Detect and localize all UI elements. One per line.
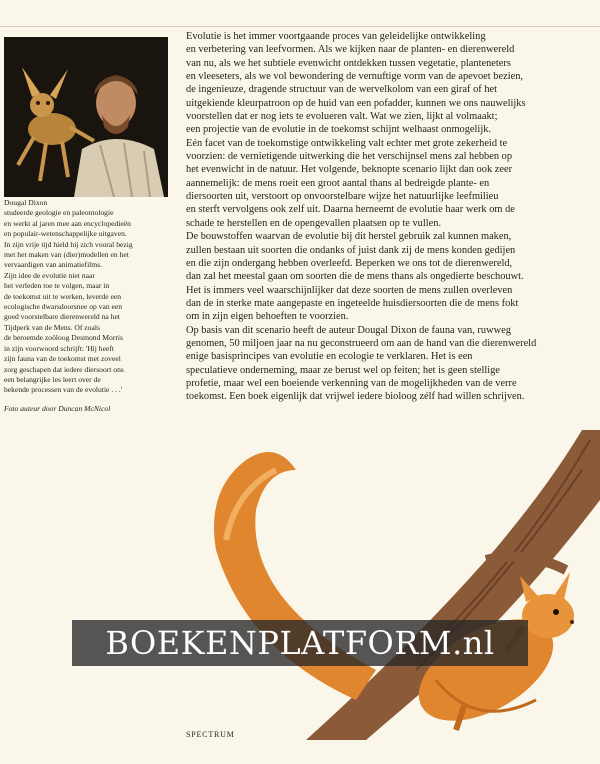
bio-line: in zijn voorwoord schrijft: 'Hij heeft [4, 343, 114, 353]
text-line: dan zal het meestal gaan om soorten die de mens thans als ongedierte beschouwt. [186, 271, 524, 283]
text-line: en verbetering van leefvormen. Als we kijken naar de planten- en dierenwereld [186, 44, 515, 56]
bio-line: met het maken van (dier)modellen en het [4, 250, 129, 260]
text-line: een projectie van de evolutie in de toekomst schijnt welhaast onmogelijk. [186, 124, 491, 136]
text-line: om in zijn eigen behoeften te voorzien. [186, 311, 349, 323]
bio-line: bekende processen van de evolutie . . .' [4, 385, 123, 395]
bio-line: Zijn idee de evolutie niet naar [4, 270, 95, 280]
text-line: speculatieve onderneming, maar ze berust wel op feiten; het is geen stellige [186, 364, 500, 376]
text-line: de ingenieuze, dragende structuur van de wervelkolom van een giraf of het [186, 84, 498, 96]
text-line: en die zijn ondergang hebben overleefd. Beperken we ons tot de dierenwereld, [186, 257, 513, 269]
bio-line: In zijn vrije tijd hield hij zich vooral bezig [4, 239, 133, 249]
bio-line: en werkt al jaren mee aan encyclopedieën [4, 218, 131, 228]
squirrel-on-branch-drawing [186, 430, 600, 740]
bio-line: de toekomst uit te werken, leverde een [4, 291, 122, 301]
text-line: voorzien: de vernietigende uitwerking die het verschijnsel mens zal hebben op [186, 151, 513, 163]
text-line: Evolutie is het immer voortgaande proces van geleidelijke ontwikkeling [186, 31, 486, 42]
author-caption [4, 198, 176, 414]
bio-line: ecologische dwarsdoorsnee op van een [4, 302, 123, 312]
photo-credit: Foto auteur door Duncan McNicol [4, 403, 111, 413]
author-photo-image [4, 37, 168, 197]
text-line: schade te herstellen en de opengevallen plaatsen op te vullen. [186, 217, 442, 229]
text-line: het evenwicht in de natuur. Het volgende, beknopte scenario lijkt dan ook zeer [186, 164, 513, 176]
bio-line: vervaardigen van animatiefilms. [4, 260, 103, 270]
text-line: en sterft vervolgens ook zelf uit. Daarna herneemt de evolutie haar werk om de [186, 204, 515, 216]
text-line: profetie, maar wel een boeiende verkenning van de mogelijkheden van de verre [186, 377, 517, 389]
bio-line: het verleden toe te volgen, maar in [4, 281, 110, 291]
bio-line: een belangrijke les leert over de [4, 374, 101, 384]
text-line: Op basis van dit scenario heeft de auteur Dougal Dixon de fauna van, ruwweg [186, 324, 511, 336]
text-line: toekomst. Een boek eigenlijk dat vrijwel iedere bioloog zélf had willen schrijven. [186, 391, 525, 403]
bio-line: zorg geschapen dat iedere diersoort ons [4, 364, 124, 374]
text-line: genomen, 50 miljoen jaar na nu geconstrueerd om aan de hand van die dierenwereld [186, 337, 537, 349]
text-line: Het is immers veel waarschijnlijker dat deze soorten de mens zullen overleven [186, 284, 513, 296]
bio-line: de beroemde zoöloog Desmond Morris [4, 333, 123, 343]
main-text [186, 30, 598, 404]
author-name: Dougal Dixon [4, 198, 48, 207]
bio-line: studeerde geologie en paleontologie [4, 208, 114, 218]
bio-line: zijn fauna van de toekomst met zoveel [4, 354, 121, 364]
bio-line: en populair-wetenschappelijke uitgaven. [4, 229, 127, 239]
animal-illustration [186, 430, 600, 740]
text-line: uitgekiende kleurpatroon op de huid van een pofadder, kunnen we ons nauwelijks [186, 97, 526, 109]
author-photo [4, 37, 168, 197]
text-line: van nu, als we het subtiele evenwicht ontdekken tussen vegetatie, planteneters [186, 57, 511, 69]
bio-line: goed voorstelbare dierenwereld na het [4, 312, 120, 322]
text-line: en vleeseters, als we vol bewondering de vernuftige vorm van de apevoet bezien, [186, 71, 523, 83]
text-line: zullen bestaan uit soorten die ondanks of juist dank zij de mens konden gedijen [186, 244, 516, 256]
watermark-banner: BOEKENPLATFORM.nl [72, 620, 528, 666]
bio-line: Tijdperk van de Mens. Of zoals [4, 322, 100, 332]
text-line: Eén facet van de toekomstige ontwikkeling valt echter met grote zekerheid te [186, 137, 508, 149]
publisher-imprint: SPECTRUM [186, 730, 235, 739]
text-line: enige basisprincipes van evolutie en ecologie te verklaren. Het is een [186, 351, 473, 363]
text-line: aannemelijk: de mens roeit een groot aantal thans al bedreigde plante- en [186, 177, 490, 189]
text-line: De bouwstoffen waarvan de evolutie bij dit herstel gebruik zal kunnen maken, [186, 231, 512, 243]
text-line: dan de in sterke mate aangepaste en ingeteelde huisdiersoorten die de mens fokt [186, 297, 519, 309]
text-line: diersoorten uit, verstoort op onvoorstelbare wijze het natuurlijke leefmilieu [186, 191, 499, 203]
top-rule [0, 26, 600, 27]
text-line: voorstellen dat er nog iets te evolueren valt. Wat we zien, lijkt al volmaakt; [186, 111, 498, 123]
